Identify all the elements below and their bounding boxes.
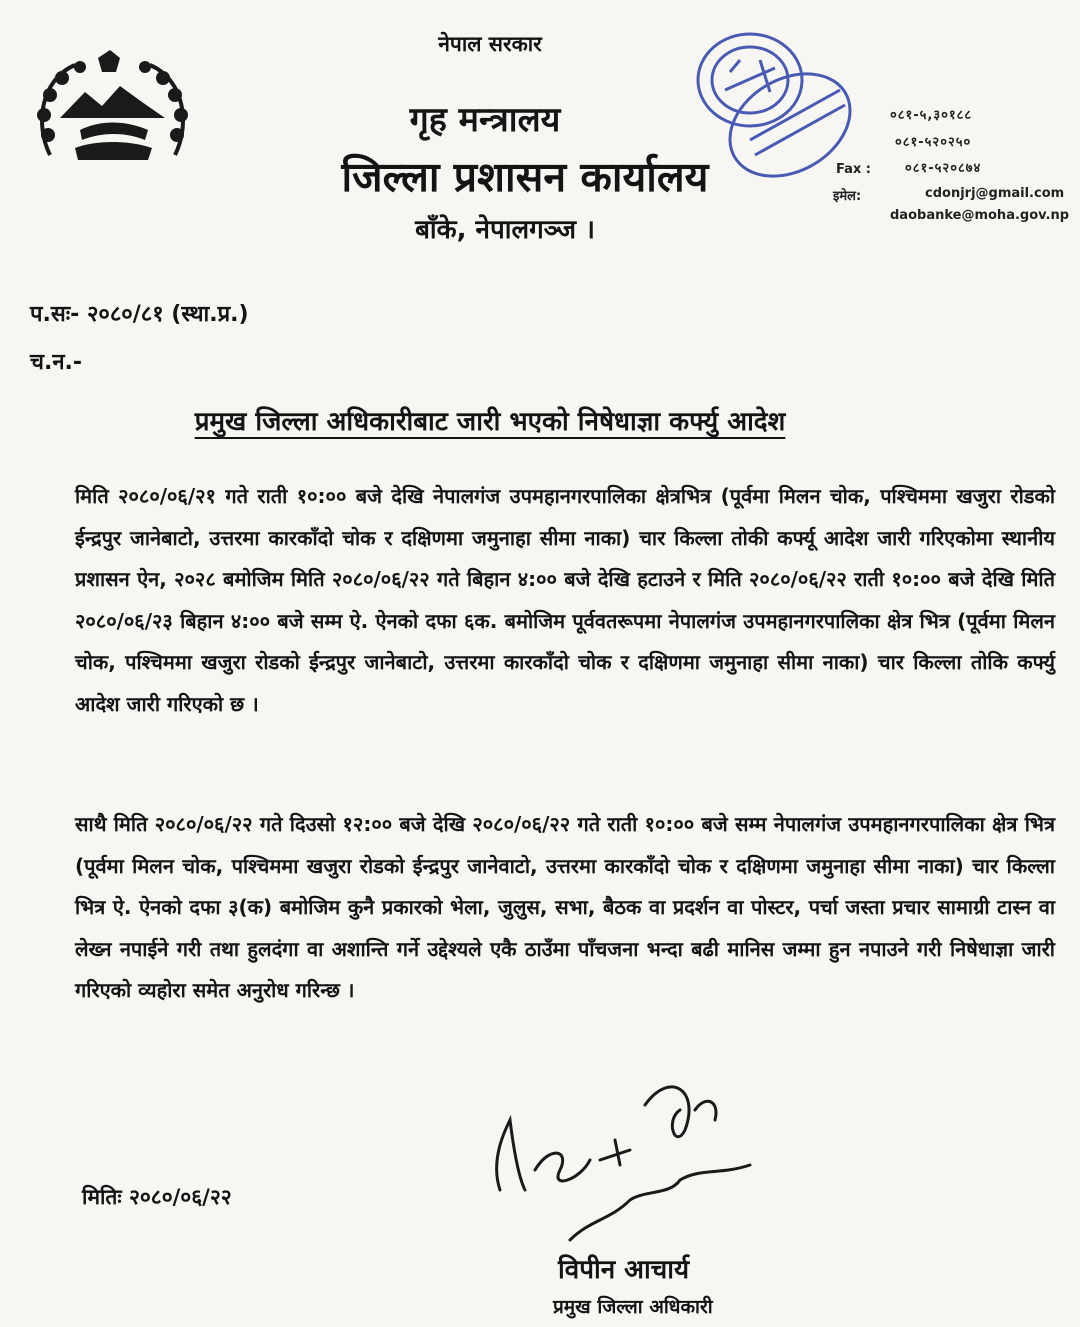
issue-date: मितिः २०८०/०६/२२ bbox=[82, 1185, 232, 1209]
phone-number-2: ०८१-५२०२५० bbox=[895, 135, 972, 150]
fax-label: Fax : bbox=[836, 162, 872, 177]
body-paragraph-2: साथै मिति २०८०/०६/२२ गते दिउसो १२:०० बजे देखि २०८०/०६/२२ गते राती १०:०० बजे सम्म नेपालगंज उपमहानगरपालिका क्षेत्र भित्र (पूर्वमा मिलन चोक, पश्चिममा खजुरा रोडको ईन्द्रपुर जानेवाटो, उत्तरमा कारकाँदो चोक र दक्षिणमा जमुनाहा सीमा नाका) चार किल्ला भित्र ऐ. ऐनको दफा ३(क) बमोजिम कुनै प्रकारको भेला, जुलुस, सभा, बैठक वा प्रदर्शन वा पोस्टर, पर्चा जस्ता प्रचार सामाग्री टास्न वा लेख्न नपाईने गरी तथा हुलदंगा वा अशान्ति गर्ने उद्देश्यले एकै ठाउँमा पाँचजना भन्दा बढी मानिस जम्मा हुन नपाउने गरी निषेधाज्ञा जारी गरिएको व्यहोरा समेत अनुरोध गरिन्छ । bbox=[75, 812, 1055, 1002]
handwritten-signature-icon bbox=[480, 1050, 790, 1250]
office-location: बाँके, नेपालगञ्ज । bbox=[415, 215, 595, 245]
letter-reference-number: प.सः- २०८०/८१ (स्था.प्र.) bbox=[30, 302, 249, 327]
government-name: नेपाल सरकार bbox=[438, 32, 542, 56]
email-label: इमेल: bbox=[833, 189, 862, 204]
signatory-name: विपीन आचार्य bbox=[558, 1255, 690, 1285]
office-name: जिल्ला प्रशासन कार्यालय bbox=[341, 153, 709, 201]
ministry-name: गृह मन्त्रालय bbox=[409, 100, 561, 140]
body-paragraph-1: मिति २०८०/०६/२१ गते राती १०:०० बजे देखि नेपालगंज उपमहानगरपालिका क्षेत्रभित्र (पूर्वमा मिलन चोक, पश्चिममा खजुरा रोडको ईन्द्रपुर जानेबाटो, उत्तरमा कारकाँदो चोक र दक्षिणमा जमुनाहा सीमा नाका) चार किल्ला तोकी कर्फ्यू आदेश जारी गरिएकोमा स्थानीय प्रशासन ऐन, २०२८ बमोजिम मिति २०८०/०६/२२ गते बिहान ४:०० बजे देखि हटाउने र मिति २०८०/०६/२२ राती १०:०० बजे देखि मिति २०८०/०६/२३ बिहान ४:०० बजे सम्म ऐ. ऐनको दफा ६क. बमोजिम पूर्ववतरूपमा नेपालगंज उपमहानगरपालिका क्षेत्र भित्र (पूर्वमा मिलन चोक, पश्चिममा खजुरा रोडको ईन्द्रपुर जानेबाटो, उत्तरमा कारकाँदो चोक र दक्षिणमा जमुनाहा सीमा नाका) चार किल्ला तोकि कर्फ्यु आदेश जारी गरिएको छ । bbox=[75, 484, 1055, 716]
dispatch-number: च.न.- bbox=[30, 350, 83, 375]
fax-number: ०८१-५२०८७४ bbox=[905, 161, 982, 176]
nepal-emblem-icon bbox=[30, 40, 195, 175]
notice-heading: प्रमुख जिल्ला अधिकारीबाट जारी भएको निषेधाज्ञा कर्फ्यु आदेश bbox=[194, 407, 786, 437]
phone-number-1: ०८१-५,३०१८८ bbox=[890, 108, 973, 123]
email-address-1: cdonjrj@gmail.com bbox=[925, 186, 1065, 201]
email-address-2: daobanke@moha.gov.np bbox=[890, 208, 1070, 223]
signatory-title: प्रमुख जिल्ला अधिकारी bbox=[553, 1296, 713, 1318]
